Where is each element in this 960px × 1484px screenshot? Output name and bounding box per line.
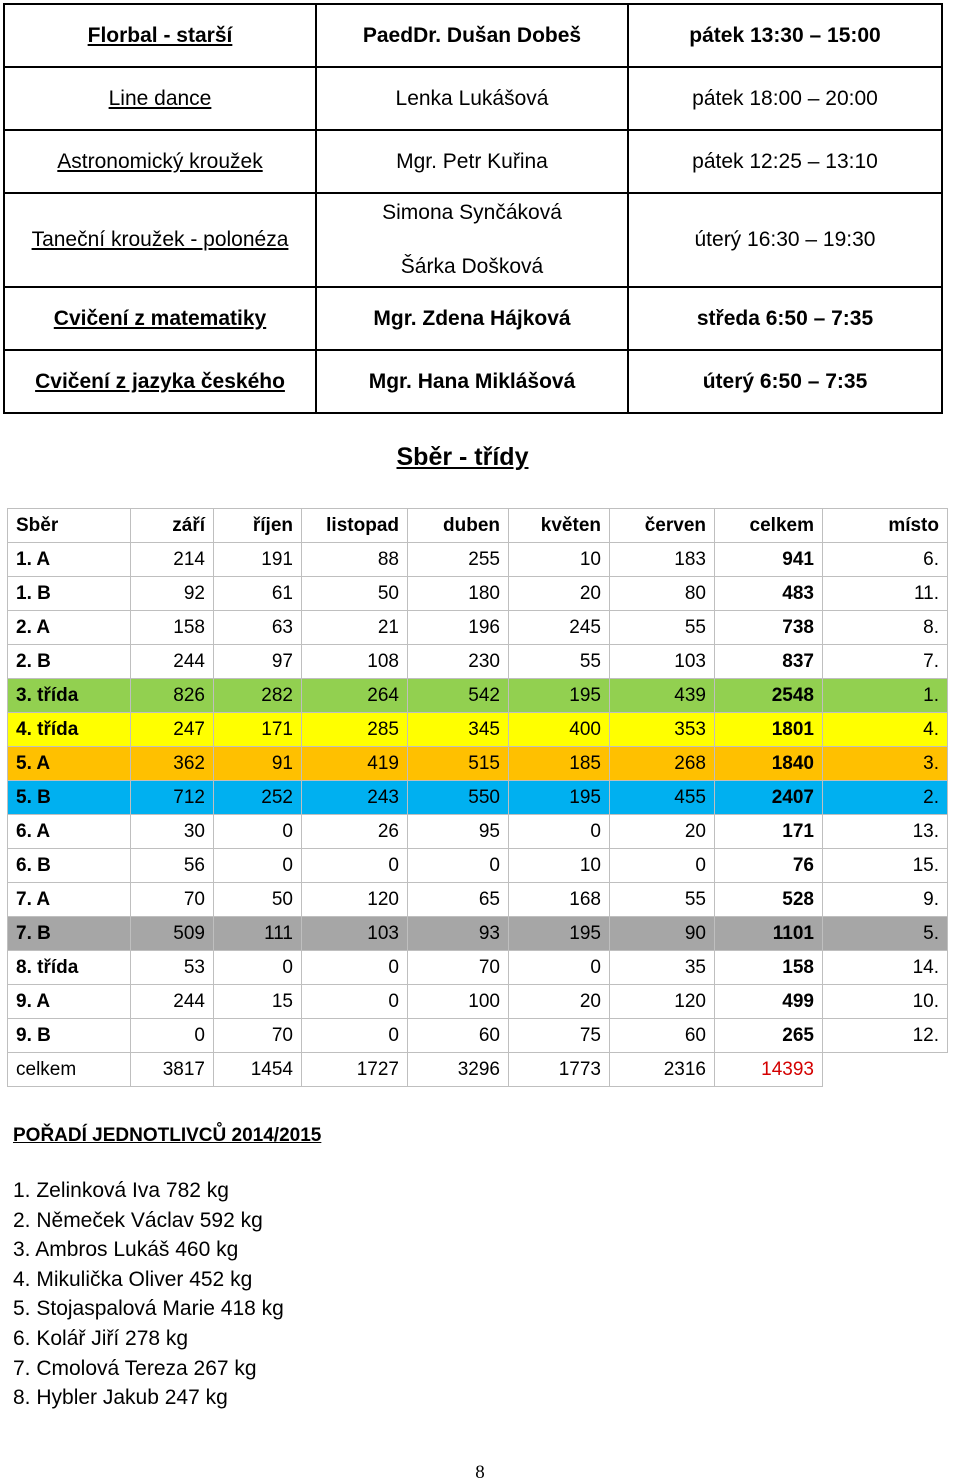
class-name: 6. A (8, 815, 131, 849)
ranking-item: 2. Němeček Václav 592 kg (13, 1208, 263, 1232)
month-value: 10 (509, 849, 610, 883)
ranking-item: 6. Kolář Jiří 278 kg (13, 1326, 189, 1350)
row-total: 76 (715, 849, 823, 883)
table-row (8, 747, 948, 781)
ranking-item: 5. Stojaspalová Marie 418 kg (13, 1297, 284, 1321)
row-total: 265 (715, 1019, 823, 1053)
sum-value: 3296 (408, 1053, 509, 1087)
month-value: 0 (302, 849, 408, 883)
activity-name: Astronomický kroužek (4, 130, 316, 193)
month-value: 70 (131, 883, 214, 917)
activity-leader: Mgr. Petr Kuřina (316, 130, 628, 193)
row-place: 9. (823, 883, 948, 917)
month-value: 70 (408, 951, 509, 985)
activity-leader: Lenka Lukášová (316, 67, 628, 130)
column-header: květen (509, 509, 610, 543)
month-value: 191 (214, 543, 302, 577)
activity-time: úterý 6:50 – 7:35 (628, 350, 942, 413)
month-value: 183 (610, 543, 715, 577)
row-total: 2548 (715, 679, 823, 713)
month-value: 0 (214, 951, 302, 985)
month-value: 75 (509, 1019, 610, 1053)
month-value: 245 (509, 611, 610, 645)
month-value: 0 (131, 1019, 214, 1053)
row-place: 1. (823, 679, 948, 713)
month-value: 252 (214, 781, 302, 815)
month-value: 63 (214, 611, 302, 645)
activity-row (4, 4, 942, 67)
collection-title: Sběr - třídy (396, 443, 529, 471)
table-row (8, 679, 948, 713)
month-value: 550 (408, 781, 509, 815)
class-name: 9. B (8, 1019, 131, 1053)
activity-leader: PaedDr. Dušan Dobeš (316, 4, 628, 67)
collection-table (7, 508, 948, 1087)
month-value: 712 (131, 781, 214, 815)
month-value: 362 (131, 747, 214, 781)
month-value: 15 (214, 985, 302, 1019)
month-value: 0 (302, 985, 408, 1019)
activity-name: Line dance (4, 67, 316, 130)
month-value: 439 (610, 679, 715, 713)
month-value: 0 (610, 849, 715, 883)
month-value: 97 (214, 645, 302, 679)
class-name: 7. B (8, 917, 131, 951)
class-name: 7. A (8, 883, 131, 917)
activity-leader: Mgr. Zdena Hájková (316, 287, 628, 350)
month-value: 264 (302, 679, 408, 713)
table-row (8, 611, 948, 645)
sum-value: 2316 (610, 1053, 715, 1087)
month-value: 180 (408, 577, 509, 611)
column-header: září (131, 509, 214, 543)
ranking-item: 3. Ambros Lukáš 460 kg (13, 1238, 239, 1262)
month-value: 515 (408, 747, 509, 781)
month-value: 108 (302, 645, 408, 679)
column-header: říjen (214, 509, 302, 543)
row-total: 738 (715, 611, 823, 645)
activity-leader (316, 193, 628, 287)
month-value: 53 (131, 951, 214, 985)
page-number: 8 (475, 1462, 485, 1483)
month-value: 20 (610, 815, 715, 849)
class-name: 9. A (8, 985, 131, 1019)
class-name: 8. třída (8, 951, 131, 985)
month-value: 111 (214, 917, 302, 951)
activity-time: pátek 13:30 – 15:00 (628, 4, 942, 67)
activity-time: středa 6:50 – 7:35 (628, 287, 942, 350)
sum-value: 1773 (509, 1053, 610, 1087)
month-value: 120 (610, 985, 715, 1019)
class-name: 2. B (8, 645, 131, 679)
empty-cell (823, 1053, 948, 1087)
row-place: 10. (823, 985, 948, 1019)
row-place: 14. (823, 951, 948, 985)
column-header: místo (823, 509, 948, 543)
row-place: 11. (823, 577, 948, 611)
activity-row (4, 130, 942, 193)
activity-name: Cvičení z matematiky (4, 287, 316, 350)
column-header: duben (408, 509, 509, 543)
month-value: 88 (302, 543, 408, 577)
class-name: 6. B (8, 849, 131, 883)
activity-name: Cvičení z jazyka českého (4, 350, 316, 413)
class-name: 5. B (8, 781, 131, 815)
month-value: 0 (509, 815, 610, 849)
activity-time: pátek 18:00 – 20:00 (628, 67, 942, 130)
month-value: 60 (610, 1019, 715, 1053)
row-place: 8. (823, 611, 948, 645)
month-value: 214 (131, 543, 214, 577)
month-value: 0 (302, 951, 408, 985)
leader-name: Šárka Došková (400, 255, 544, 278)
table-row (8, 985, 948, 1019)
activity-time: úterý 16:30 – 19:30 (628, 193, 942, 287)
month-value: 353 (610, 713, 715, 747)
column-header: Sběr (8, 509, 131, 543)
row-place: 2. (823, 781, 948, 815)
month-value: 91 (214, 747, 302, 781)
table-row (8, 781, 948, 815)
month-value: 103 (302, 917, 408, 951)
sum-value: 1454 (214, 1053, 302, 1087)
table-row (8, 543, 948, 577)
ranking-item: 1. Zelinková Iva 782 kg (13, 1179, 229, 1202)
month-value: 50 (302, 577, 408, 611)
month-value: 345 (408, 713, 509, 747)
month-value: 158 (131, 611, 214, 645)
month-value: 35 (610, 951, 715, 985)
month-value: 50 (214, 883, 302, 917)
activity-name: Florbal - starší (4, 4, 316, 67)
column-header: červen (610, 509, 715, 543)
sum-value: 1727 (302, 1053, 408, 1087)
row-total: 2407 (715, 781, 823, 815)
activity-name: Taneční kroužek - polonéza (4, 193, 316, 287)
row-total: 483 (715, 577, 823, 611)
row-place: 12. (823, 1019, 948, 1053)
ranking-item: 7. Cmolová Tereza 267 kg (13, 1356, 257, 1380)
class-name: 4. třída (8, 713, 131, 747)
month-value: 230 (408, 645, 509, 679)
month-value: 171 (214, 713, 302, 747)
month-value: 282 (214, 679, 302, 713)
month-value: 0 (214, 849, 302, 883)
month-value: 93 (408, 917, 509, 951)
month-value: 95 (408, 815, 509, 849)
class-name: 5. A (8, 747, 131, 781)
month-value: 400 (509, 713, 610, 747)
row-total: 1101 (715, 917, 823, 951)
month-value: 455 (610, 781, 715, 815)
month-value: 90 (610, 917, 715, 951)
month-value: 20 (509, 985, 610, 1019)
month-value: 65 (408, 883, 509, 917)
month-value: 26 (302, 815, 408, 849)
grand-total: 14393 (715, 1053, 823, 1087)
month-value: 0 (408, 849, 509, 883)
table-row (8, 917, 948, 951)
table-row (8, 883, 948, 917)
activity-time: pátek 12:25 – 13:10 (628, 130, 942, 193)
activity-row (4, 67, 942, 130)
table-row (8, 815, 948, 849)
table-row (8, 951, 948, 985)
month-value: 55 (509, 645, 610, 679)
month-value: 196 (408, 611, 509, 645)
month-value: 243 (302, 781, 408, 815)
ranking-list (13, 1176, 284, 1413)
row-total: 941 (715, 543, 823, 577)
month-value: 826 (131, 679, 214, 713)
row-place: 5. (823, 917, 948, 951)
month-value: 244 (131, 985, 214, 1019)
table-row (8, 849, 948, 883)
month-value: 185 (509, 747, 610, 781)
month-value: 285 (302, 713, 408, 747)
month-value: 542 (408, 679, 509, 713)
month-value: 0 (509, 951, 610, 985)
month-value: 56 (131, 849, 214, 883)
month-value: 268 (610, 747, 715, 781)
sum-label: celkem (8, 1053, 131, 1087)
table-row (8, 1019, 948, 1053)
month-value: 10 (509, 543, 610, 577)
month-value: 0 (302, 1019, 408, 1053)
month-value: 0 (214, 815, 302, 849)
month-value: 168 (509, 883, 610, 917)
activity-row (4, 193, 942, 287)
month-value: 30 (131, 815, 214, 849)
month-value: 244 (131, 645, 214, 679)
row-total: 1801 (715, 713, 823, 747)
month-value: 195 (509, 781, 610, 815)
row-total: 171 (715, 815, 823, 849)
activity-leader: Mgr. Hana Miklášová (316, 350, 628, 413)
activity-row (4, 287, 942, 350)
ranking-title: POŘADÍ JEDNOTLIVCŮ 2014/2015 (13, 1125, 322, 1146)
month-value: 70 (214, 1019, 302, 1053)
row-total: 837 (715, 645, 823, 679)
row-place: 6. (823, 543, 948, 577)
row-total: 528 (715, 883, 823, 917)
row-place: 4. (823, 713, 948, 747)
row-place: 15. (823, 849, 948, 883)
month-value: 247 (131, 713, 214, 747)
column-header: celkem (715, 509, 823, 543)
month-value: 92 (131, 577, 214, 611)
month-value: 55 (610, 611, 715, 645)
table-row (8, 645, 948, 679)
ranking-item: 4. Mikulička Oliver 452 kg (13, 1267, 253, 1291)
row-place: 13. (823, 815, 948, 849)
class-name: 1. A (8, 543, 131, 577)
month-value: 100 (408, 985, 509, 1019)
month-value: 195 (509, 917, 610, 951)
table-row (8, 713, 948, 747)
row-place: 3. (823, 747, 948, 781)
month-value: 21 (302, 611, 408, 645)
month-value: 103 (610, 645, 715, 679)
sum-value: 3817 (131, 1053, 214, 1087)
row-place: 7. (823, 645, 948, 679)
month-value: 255 (408, 543, 509, 577)
row-total: 499 (715, 985, 823, 1019)
month-value: 20 (509, 577, 610, 611)
month-value: 195 (509, 679, 610, 713)
table-row (8, 577, 948, 611)
month-value: 61 (214, 577, 302, 611)
class-name: 3. třída (8, 679, 131, 713)
activity-row (4, 350, 942, 413)
row-total: 158 (715, 951, 823, 985)
month-value: 120 (302, 883, 408, 917)
month-value: 419 (302, 747, 408, 781)
sum-row (8, 1053, 948, 1087)
column-header: listopad (302, 509, 408, 543)
leader-name: Simona Synčáková (382, 201, 562, 224)
activities-table (3, 3, 943, 414)
month-value: 509 (131, 917, 214, 951)
class-name: 2. A (8, 611, 131, 645)
class-name: 1. B (8, 577, 131, 611)
month-value: 80 (610, 577, 715, 611)
ranking-item: 8. Hybler Jakub 247 kg (13, 1386, 228, 1410)
month-value: 55 (610, 883, 715, 917)
month-value: 60 (408, 1019, 509, 1053)
row-total: 1840 (715, 747, 823, 781)
table-header-row (8, 509, 948, 543)
